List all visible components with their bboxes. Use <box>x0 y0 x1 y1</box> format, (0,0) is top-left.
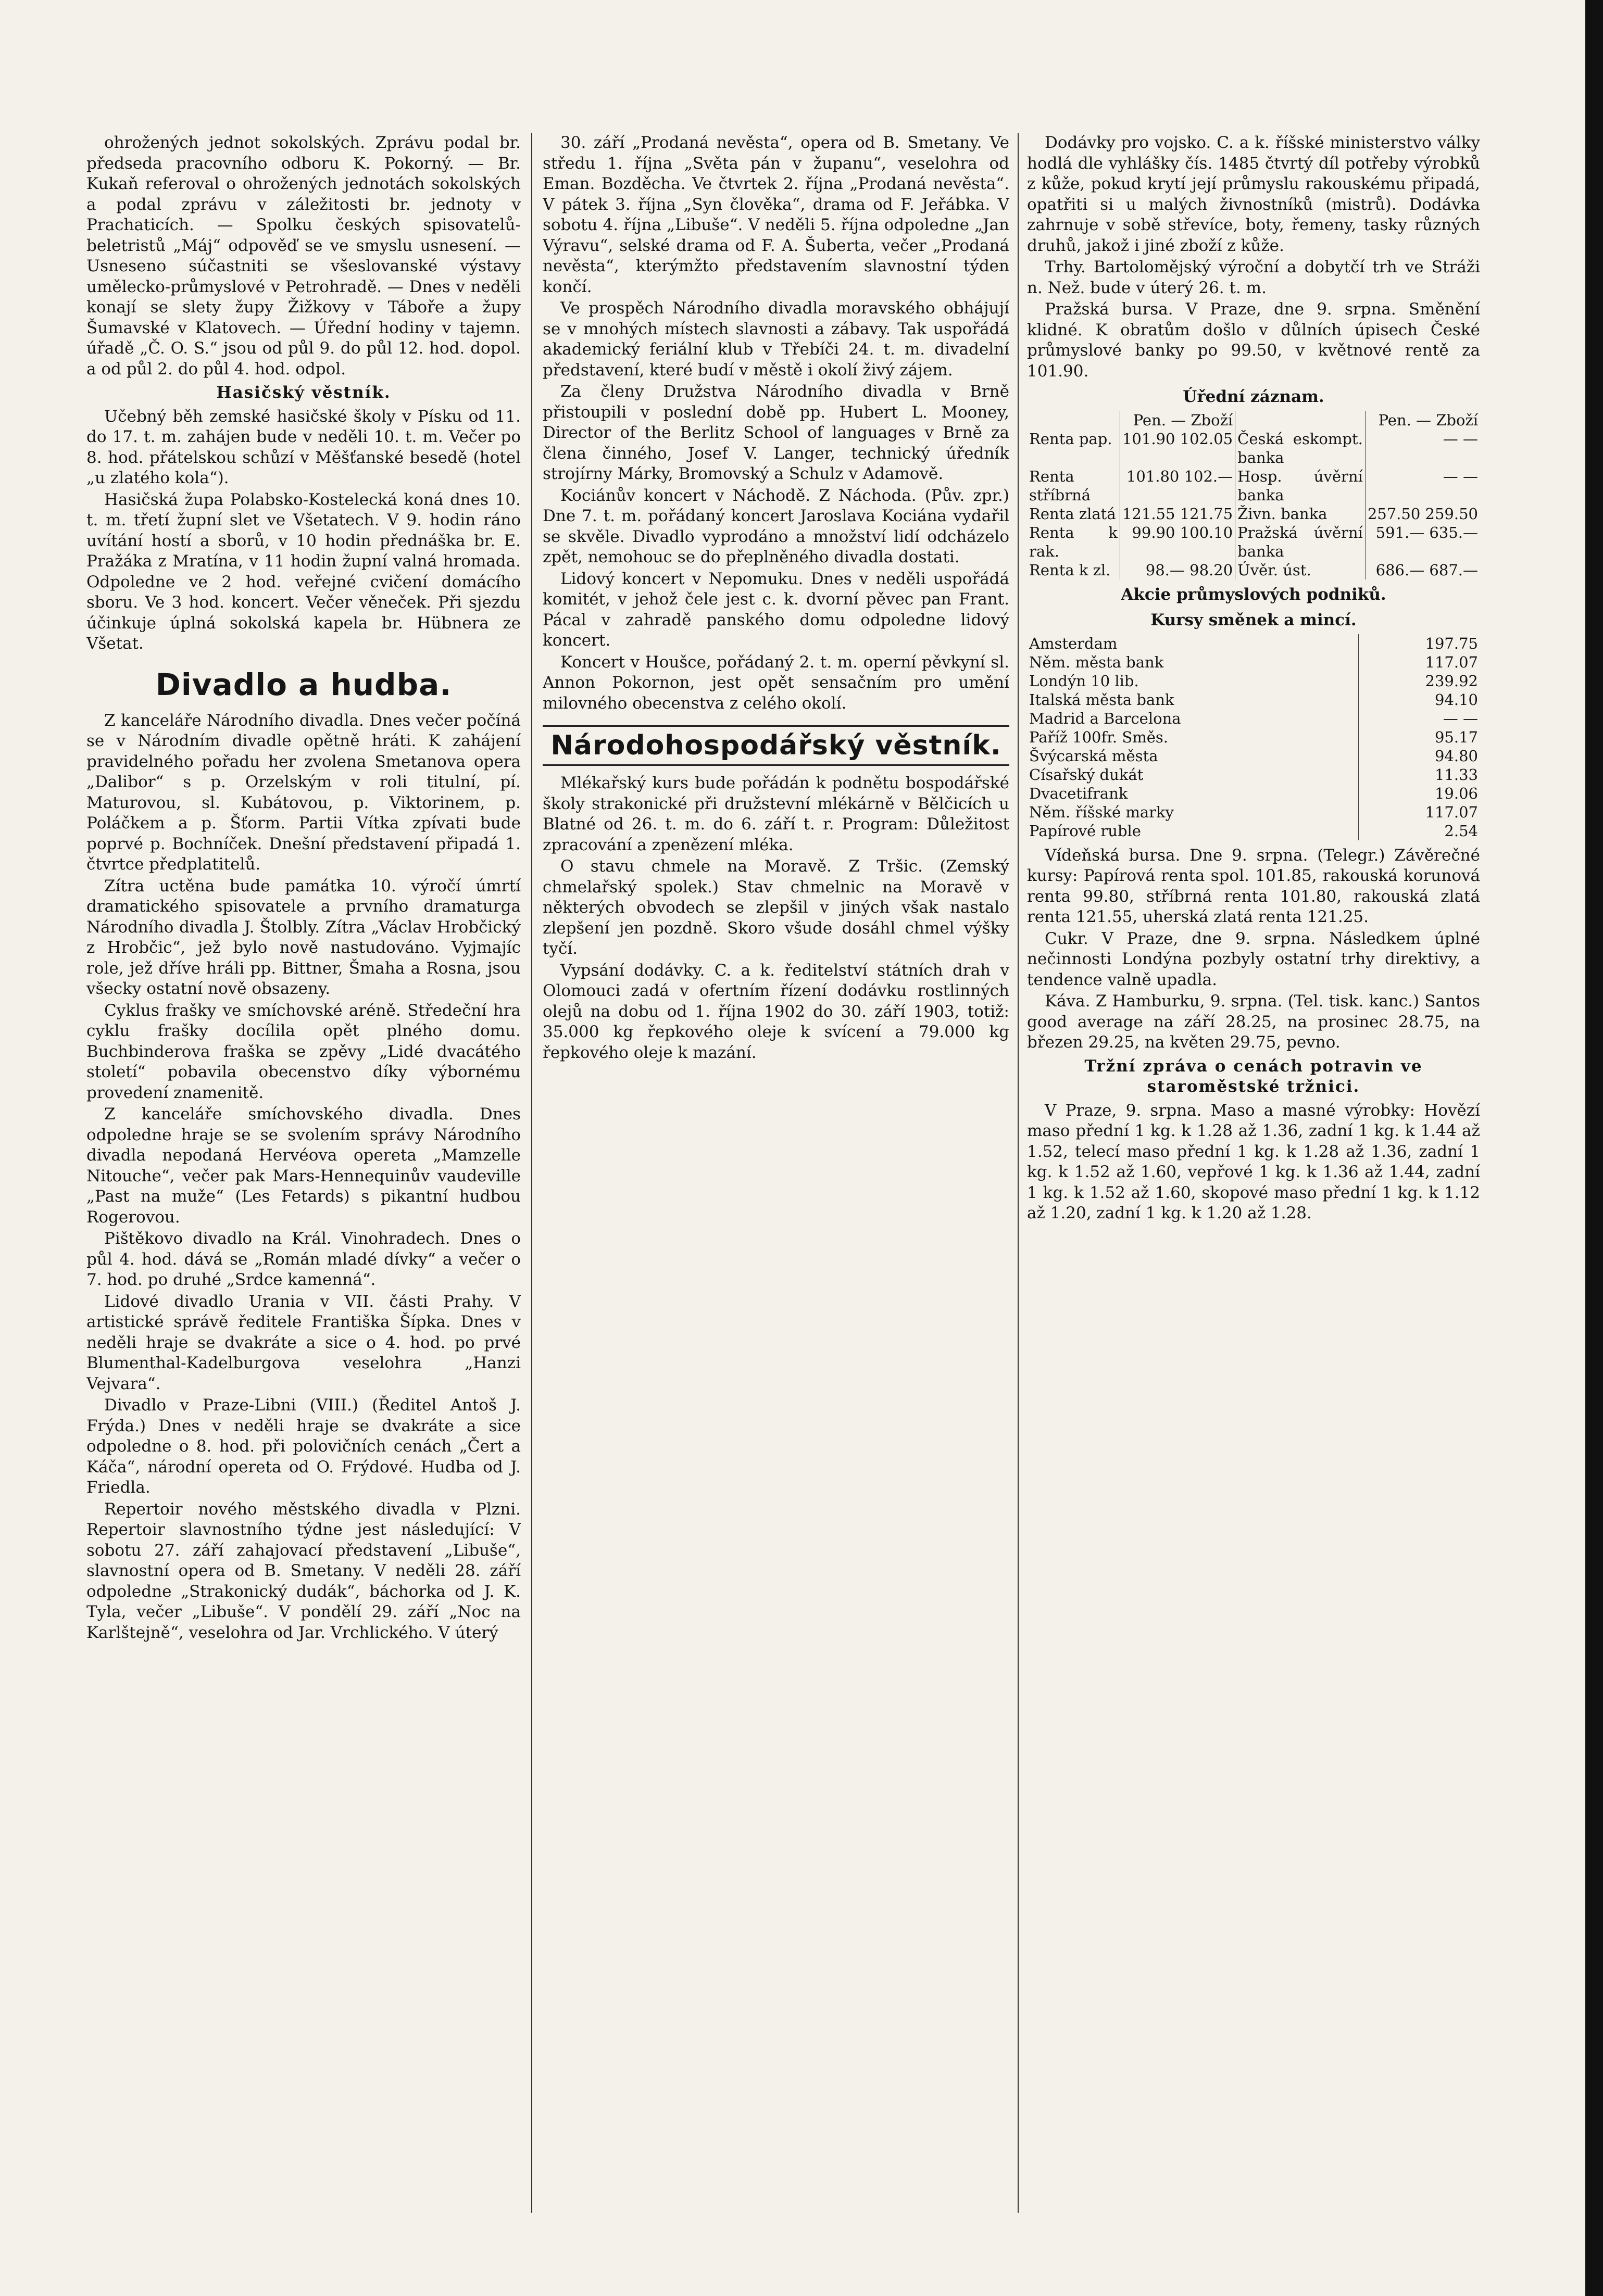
article-paragraph: Učebný běh zemské hasičské školy v Písku od 11. do 17. t. m. zahájen bude v neděli 10. t. m. Večer po 8. hod. přátelskou schůzí v Měšťanské besedě (hotel „u zlatého kola“). <box>86 407 521 487</box>
table-row <box>1027 523 1480 561</box>
table-cell: 257.50 259.50 <box>1367 504 1478 523</box>
table-row <box>1027 634 1480 653</box>
table-row <box>1027 803 1480 822</box>
table-cell: Švýcarská města <box>1027 747 1359 765</box>
table-row <box>1027 504 1480 523</box>
table-cell: 239.92 <box>1425 672 1478 690</box>
article-paragraph: Vídeňská bursa. Dne 9. srpna. (Telegr.) Závěrečné kursy: Papírová renta spol. 101.85, rakouská korunová renta 99.80, stříbrná renta 101.80, rakouská zlatá renta 121.55, uherská zlatá renta 121.25. <box>1027 846 1480 926</box>
table-cell: Úvěr. úst. <box>1235 561 1366 579</box>
table-cell: 2.54 <box>1444 822 1478 840</box>
table-cell: Hosp. úvěrní banka <box>1235 467 1366 504</box>
column-2 <box>543 133 1009 2213</box>
table-cell: Papírové ruble <box>1027 822 1359 840</box>
table-row <box>1027 467 1480 504</box>
table-cell: — — <box>1443 467 1478 485</box>
article-paragraph: Káva. Z Hamburku, 9. srpna. (Tel. tisk. kanc.) Santos good average na září 28.25, na prosinec 28.75, na březen 29.25, na květen 29.75, pevno. <box>1027 992 1480 1052</box>
table-cell: Živn. banka <box>1235 504 1366 523</box>
rates-table-title: Úřední záznam. <box>1183 387 1324 406</box>
table-row <box>1027 822 1480 840</box>
column-rule <box>531 133 532 2213</box>
table-cell <box>1027 411 1120 430</box>
section-title: Národohospodářský věstník. <box>543 725 1009 766</box>
article-paragraph: Trhy. Bartolomějský výroční a dobytčí trh ve Stráži n. Než. bude v úterý 26. t. m. <box>1027 258 1480 297</box>
table-cell: — — <box>1443 709 1478 727</box>
table-cell: Renta k zl. <box>1027 561 1120 579</box>
table-cell <box>1235 411 1366 430</box>
table-cell: Pen. — Zboží <box>1120 411 1235 430</box>
article-paragraph: O stavu chmele na Moravě. Z Tršic. (Zemský chmelařský spolek.) Stav chmelnic na Moravě v některých obvodech se zlepšil v jiných však nastalo zlepšení jen pozdně. Skoro všude dosáhl chmel výšky tyčí. <box>543 857 1009 958</box>
section-subheading: Tržní zpráva o cenách potravin ve staroměstské tržnici. <box>1084 1056 1423 1096</box>
article-paragraph: Dodávky pro vojsko. C. a k. říšské ministerstvo války hodlá dle vyhlášky čís. 1485 čtvrtý díl potřeby výrobků z kůže, pokud krytí její průmyslu rakouskému připadá, opatřiti si u malých živnostníků (mistrů). Dodávka zahrnuje v sobě střevíce, boty, řemeny, tasky různých druhů, jakož i jiné zboží z kůže. <box>1027 133 1480 255</box>
table-cell: 101.90 102.05 <box>1120 430 1235 467</box>
table-cell: Renta stříbrná <box>1027 467 1120 504</box>
article-paragraph: Divadlo v Praze-Libni (VIII.) (Ředitel Antoš J. Frýda.) Dnes v neděli hraje se dvakráte a sice odpoledne o 8. hod. při polovičních cenách „Čert a Káča“, národní opereta od O. Frýdové. Hudba od J. Friedla. <box>86 1396 521 1497</box>
article-paragraph: Cukr. V Praze, dne 9. srpna. Následkem úplné nečinnosti Londýna pozbyly ostatní trhy direktivy, a tendence valně upadla. <box>1027 929 1480 989</box>
table-cell: 19.06 <box>1434 784 1478 802</box>
table-cell: — — <box>1443 430 1478 448</box>
table-cell: Londýn 10 lib. <box>1027 672 1359 690</box>
table-cell: Renta zlatá <box>1027 504 1120 523</box>
section-title: Divadlo a hudba. <box>155 666 452 702</box>
article-paragraph: Koncert v Houšce, pořádaný 2. t. m. operní pěvkyní sl. Annon Pokornon, jest opět sensačním pro umění milovného obecenstva z celého okolí. <box>543 652 1009 713</box>
table-cell: Něm. říšské marky <box>1027 803 1359 822</box>
table-row <box>1027 728 1480 747</box>
kursy-table <box>1027 634 1480 840</box>
kursy-title: Kursy směnek a mincí. <box>1150 611 1357 629</box>
table-cell: Renta k rak. <box>1027 523 1120 561</box>
table-cell: 94.10 <box>1434 690 1478 709</box>
table-row <box>1027 653 1480 672</box>
article-paragraph: Zítra uctěna bude památka 10. výročí úmrtí dramatického spisovatele a prvního dramaturga Národního divadla J. Štolbly. Zítra „Václav Hrobčický z Hrobčic“, jež bylo nově nastudováno. Vyjmajíc role, jež dříve hráli pp. Bittner, Šmaha a Rosna, jsou všecky ostatní nově obsazeny. <box>86 876 521 998</box>
table-row <box>1027 784 1480 803</box>
table-cell: 95.17 <box>1434 728 1478 746</box>
table-cell: 197.75 <box>1425 634 1478 652</box>
table-cell: 98.— 98.20 <box>1120 561 1235 579</box>
table-row <box>1027 672 1480 690</box>
table-cell: 99.90 100.10 <box>1120 523 1235 561</box>
table-cell: Renta pap. <box>1027 430 1120 467</box>
rates-table <box>1027 411 1480 579</box>
article-paragraph: ohrožených jednot sokolských. Zprávu podal br. předseda pracovního odboru K. Pokorný. — Br. Kukaň referoval o ohrožených jednotách sokolských a podal zprávu v záležitosti br. jednoty v Prachaticích. — Spolku českých spisovatelů-beletristů „Máj“ odpověď se ve smyslu usnesení. — Usneseno súčastniti se všeslovanské výstavy umělecko-průmyslové v Petrohradě. — Dnes v neděli konají se slety župy Žižkovy v Táboře a župy Šumavské v Klatovech. — Úřední hodiny v tajemn. úřadě „Č. O. S.“ jsou od půl 9. do půl 12. hod. dopol. a od půl 2. do půl 4. hod. odpol. <box>86 133 521 379</box>
table-cell: 117.07 <box>1425 653 1478 671</box>
table-cell: 94.80 <box>1434 747 1478 765</box>
article-paragraph: Z kanceláře Národního divadla. Dnes večer počíná se v Národním divadle opětně hráti. K zahájení pravidelného pořadu her zvolena Smetanova opera „Dalibor“ s p. Orzelským v roli titulní, pí. Maturovou, sl. Kubátovou, p. Viktorinem, p. Poláčkem a p. Šťorm. Partii Vítka zpívati bude poprvé p. Bochníček. Dnešní představení připadá 1. čtvrtce předplatitelů. <box>86 711 521 874</box>
table-cell: 11.33 <box>1434 765 1478 784</box>
article-paragraph: Lidové divadlo Urania v VII. části Prahy. V artistické správě ředitele Františka Šípka. Dnes v neděli hraje se dvakráte a sice o 4. hod. po prvé Blumenthal-Kadelburgova veselohra „Hanzi Vejvara“. <box>86 1292 521 1393</box>
column-1 <box>86 133 521 2213</box>
article-paragraph: Vypsání dodávky. C. a k. ředitelství státních drah v Olomouci zadá v ofertním řízení dodávku rostlinných olejů na dobu od 1. října 1902 do 30. září 1903, totiž: 35.000 kg řepkového oleje k svícení a 79.000 kg řepkového oleje k mazání. <box>543 961 1009 1062</box>
article-paragraph: Za členy Družstva Národního divadla v Brně přistoupili v poslední době pp. Hubert L. Mooney, Director of the Berlitz School of languages v Brně za člena činného, Josef V. Langer, technický úředník strojírny Márky, Bromovský a Schulz v Adamově. <box>543 382 1009 483</box>
table-cell: 101.80 102.— <box>1120 467 1235 504</box>
table-cell: 117.07 <box>1425 803 1478 821</box>
table-cell: Pen. — Zboží <box>1378 411 1478 429</box>
akcie-title: Akcie průmyslových podniků. <box>1121 585 1386 604</box>
article-paragraph: Pražská bursa. V Praze, dne 9. srpna. Směnění klidné. K obratům došlo v důlních úpisech České průmyslové banky po 99.50, v květnové rentě za 101.90. <box>1027 300 1480 381</box>
table-row <box>1027 765 1480 784</box>
page-edge-border <box>1585 0 1603 2296</box>
column-3 <box>1027 133 1480 2213</box>
table-cell: Amsterdam <box>1027 634 1359 653</box>
table-cell: Madrid a Barcelona <box>1027 709 1359 728</box>
table-cell: Něm. města bank <box>1027 653 1359 672</box>
table-row <box>1027 430 1480 467</box>
table-row <box>1027 709 1480 728</box>
section-subheading: Hasičský věstník. <box>216 383 391 402</box>
article-paragraph: Ve prospěch Národního divadla moravského obhájují se v mnohých místech slavnosti a zábavy. Tak uspořádá akademický feriální klub v Třebíči 24. t. m. divadelní představení, které budí v městě i okolí živý zájem. <box>543 299 1009 380</box>
table-cell: Pražská úvěrní banka <box>1235 523 1366 561</box>
article-paragraph: 30. září „Prodaná nevěsta“, opera od B. Smetany. Ve středu 1. října „Světa pán v županu“, veselohra od Eman. Bozděcha. Ve čtvrtek 2. října „Prodaná nevěsta“. V pátek 3. října „Syn člověka“, drama od F. Jeřábka. V sobotu 4. října „Libuše“. V neděli 5. října odpoledne „Jan Výravu“, selské drama od F. A. Šuberta, večer „Prodaná nevěsta“, kterýmžto představením slavnostní týden končí. <box>543 133 1009 296</box>
table-cell: Císařský dukát <box>1027 765 1359 784</box>
article-paragraph: Z kanceláře smíchovského divadla. Dnes odpoledne hraje se se svolením správy Národního divadla nepodaná Hervéova opereta „Mamzelle Nitouche“, večer pak Mars-Hennequinův vaudeville „Past na muže“ (Les Fetards) s pikantní hudbou Rogerovou. <box>86 1105 521 1227</box>
article-paragraph: Hasičská župa Polabsko-Kostelecká koná dnes 10. t. m. třetí župní slet ve Všetatech. V 9. hodin ráno uvítání hostí a sborů, v 10 hodin přednáška br. E. Pražáka z Mratína, v 11 hodin župní valná hromada. Odpoledne ve 2 hod. veřejné cvičení domácího sboru. Ve 3 hod. koncert. Večer věneček. Při sjezdu účinkuje úplná sokolská kapela br. Hübnera ze Všetat. <box>86 490 521 653</box>
article-paragraph: Kociánův koncert v Náchodě. Z Náchoda. (Pův. zpr.) Dne 7. t. m. pořádaný koncert Jaroslava Kociána vydařil se skvěle. Divadlo vyprodáno a množství lidí odcházelo zpět, nemohouc se do přeplněného divadla dostati. <box>543 486 1009 566</box>
table-row <box>1027 561 1480 579</box>
article-paragraph: Lidový koncert v Nepomuku. Dnes v neděli uspořádá komitét, v jehož čele jest c. k. dvorní pěvec pan Frant. Pácal v zahradě panského domu odpoledne lidový koncert. <box>543 569 1009 650</box>
article-paragraph: Repertoir nového městského divadla v Plzni. Repertoir slavnostního týdne jest následující: V sobotu 27. září zahajovací představení „Libuše“, slavnostní opera od B. Smetany. V neděli 28. září odpoledne „Strakonický dudák“, báchorka od J. K. Tyla, večer „Libuše“. V pondělí 29. září „Noc na Karlštejně“, veselohra od Jar. Vrchlického. V úterý <box>86 1499 521 1642</box>
table-cell: 686.— 687.— <box>1375 561 1478 579</box>
table-cell: Česká eskompt. banka <box>1235 430 1366 467</box>
article-paragraph: Pištěkovo divadlo na Král. Vinohradech. Dnes o půl 4. hod. dává se „Román mladé dívky“ a večer o 7. hod. po druhé „Srdce kamenná“. <box>86 1229 521 1289</box>
table-cell: Dvacetifrank <box>1027 784 1359 803</box>
table-cell: 121.55 121.75 <box>1120 504 1235 523</box>
table-cell: Paříž 100fr. Směs. <box>1027 728 1359 747</box>
article-paragraph: Cyklus frašky ve smíchovské aréně. Středeční hra cyklu frašky docílila opět plného domu. Buchbinderova fraška se zpěvy „Lidé dvacátého století“ pobavila obecenstvo díky výbornému provedení znamenitě. <box>86 1001 521 1102</box>
table-cell: 591.— 635.— <box>1375 523 1478 541</box>
table-row <box>1027 747 1480 765</box>
table-row <box>1027 690 1480 709</box>
column-rule <box>1018 133 1019 2213</box>
article-paragraph: V Praze, 9. srpna. Maso a masné výrobky: Hovězí maso přední 1 kg. k 1.28 až 1.36, zadní 1 kg. k 1.44 až 1.52, telecí maso přední 1 kg. k 1.28 až 1.36, zadní 1 kg. k 1.52 až 1.60, vepřové 1 kg. k 1.36 až 1.44, zadní 1 kg. k 1.52 až 1.60, skopové maso přední 1 kg. k 1.12 až 1.20, zadní 1 kg. k 1.20 až 1.28. <box>1027 1101 1480 1222</box>
table-cell: Italská města bank <box>1027 690 1359 709</box>
article-paragraph: Mlékařský kurs bude pořádán k podnětu bospodářské školy strakonické při družstevní mlékárně v Bělčicích u Blatné od 26. t. m. do 6. září t. r. Program: Důležitost zpracování a zpenězení mléka. <box>543 774 1009 854</box>
table-header-row <box>1027 411 1480 430</box>
